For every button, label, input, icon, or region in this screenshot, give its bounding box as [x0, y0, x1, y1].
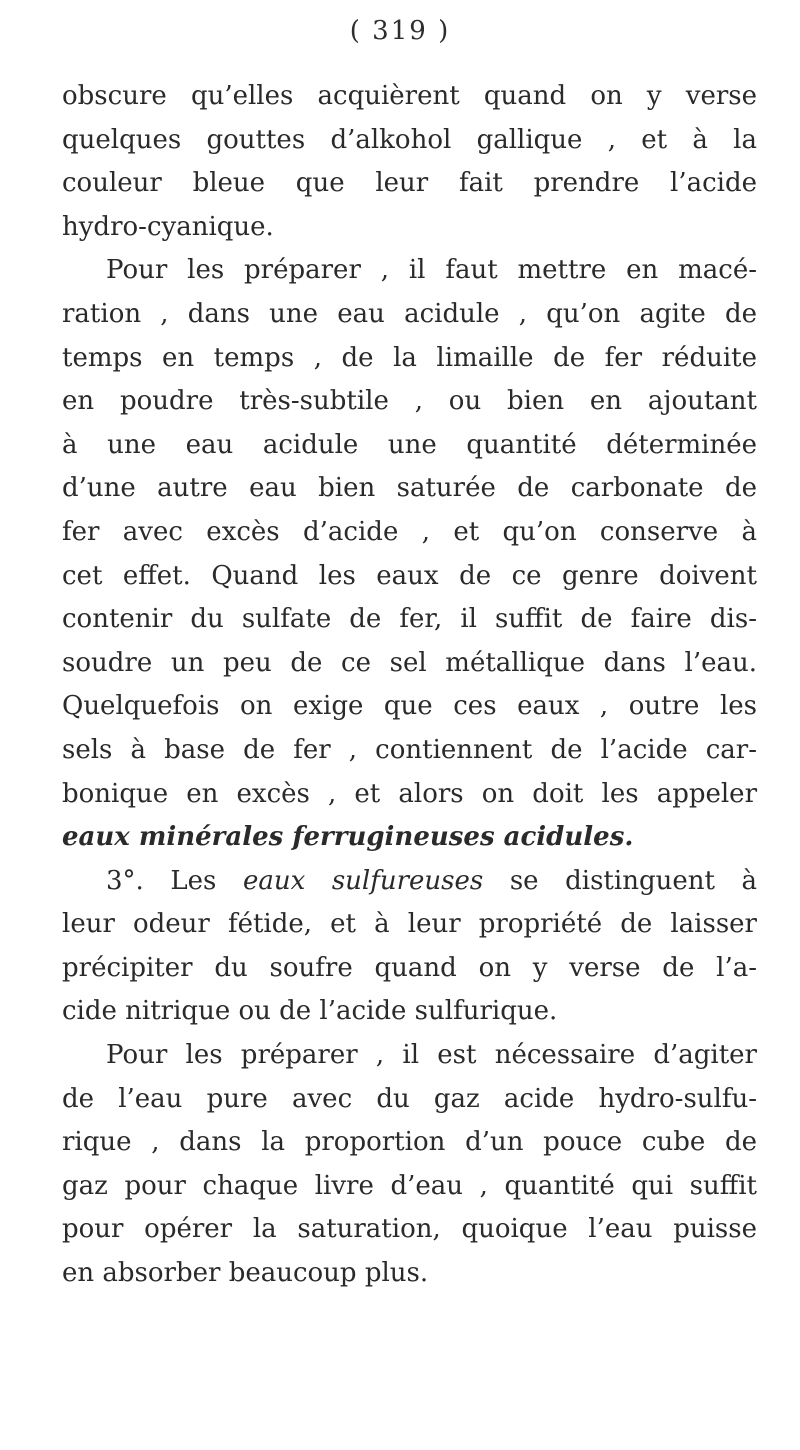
- text-line: [62, 380, 757, 424]
- text-segment: ration , dans une eau acidule , qu’on agite de: [62, 298, 757, 329]
- text-segment: temps en temps , de la limaille de fer réduite: [62, 342, 757, 373]
- text-segment: de l’eau pure avec du gaz acide hydro-sulfu-: [62, 1083, 757, 1114]
- text-line: [62, 860, 757, 904]
- text-line: [62, 162, 757, 206]
- text-line: [62, 1252, 757, 1296]
- text-line: [62, 337, 757, 381]
- text-line: [62, 1034, 757, 1078]
- text-segment: Quelquefois on exige que ces eaux , outre les: [62, 691, 757, 722]
- page-number: ( 319 ): [349, 16, 451, 46]
- text-line: [62, 685, 757, 729]
- text-line: [62, 816, 757, 860]
- text-line: [62, 119, 757, 163]
- text-segment: Pour les préparer , il est nécessaire d’agiter: [106, 1040, 757, 1071]
- text-segment: couleur bleue que leur fait prendre l’acide: [62, 168, 757, 199]
- text-line: [62, 642, 757, 686]
- text-segment: bonique en excès , et alors on doit les appeler: [62, 778, 757, 809]
- text-line: [62, 990, 757, 1034]
- text-line: [62, 555, 757, 599]
- text-line: [62, 206, 757, 250]
- text-segment: cide nitrique ou de l’acide sulfurique.: [62, 996, 558, 1027]
- text-segment: se distinguent à: [483, 865, 757, 896]
- text-line: [62, 1078, 757, 1122]
- text-line: [62, 773, 757, 817]
- text-line: [62, 467, 757, 511]
- text-line: [62, 1208, 757, 1252]
- text-segment: rique , dans la proportion d’un pouce cube de: [62, 1127, 757, 1158]
- text-segment: pour opérer la saturation, quoique l’eau puisse: [62, 1214, 757, 1245]
- text-line: [62, 1165, 757, 1209]
- text-segment: à une eau acidule une quantité déterminée: [62, 429, 757, 460]
- text-line: [62, 1121, 757, 1165]
- text-line: [62, 729, 757, 773]
- text-segment: leur odeur fétide, et à leur propriété de laisser: [62, 909, 757, 940]
- text-segment: gaz pour chaque livre d’eau , quantité qui suffit: [62, 1170, 757, 1201]
- text-segment: Pour les préparer , il faut mettre en macé-: [106, 255, 757, 286]
- text-line: [62, 598, 757, 642]
- text-segment: fer avec excès d’acide , et qu’on conserve à: [62, 516, 757, 547]
- text-segment: soudre un peu de ce sel métallique dans l’eau.: [62, 647, 757, 678]
- text-segment: d’une autre eau bien saturée de carbonate de: [62, 473, 757, 504]
- body-text: [62, 75, 757, 1296]
- text-segment: sels à base de fer , contiennent de l’acide car-: [62, 734, 757, 765]
- emphasized-text: eaux sulfureuses: [242, 865, 484, 896]
- text-segment: 3°. Les: [106, 865, 243, 896]
- text-segment: quelques gouttes d’alkohol gallique , et à la: [62, 124, 757, 155]
- text-line: [62, 903, 757, 947]
- text-segment: hydro-cyanique.: [62, 211, 274, 242]
- text-line: [62, 947, 757, 991]
- text-segment: cet effet. Quand les eaux de ce genre doivent: [62, 560, 757, 591]
- text-segment: en absorber beaucoup plus.: [62, 1258, 429, 1289]
- text-line: [62, 249, 757, 293]
- text-line: [62, 424, 757, 468]
- emphasized-text: eaux minérales ferrugineuses acidules.: [62, 822, 634, 853]
- text-line: [62, 293, 757, 337]
- text-segment: contenir du sulfate de fer, il suffit de faire dis-: [62, 604, 757, 635]
- text-line: [62, 75, 757, 119]
- text-line: [62, 511, 757, 555]
- text-segment: précipiter du soufre quand on y verse de l’a-: [62, 952, 757, 983]
- text-segment: en poudre très-subtile , ou bien en ajoutant: [62, 386, 757, 417]
- text-segment: obscure qu’elles acquièrent quand on y verse: [62, 81, 757, 111]
